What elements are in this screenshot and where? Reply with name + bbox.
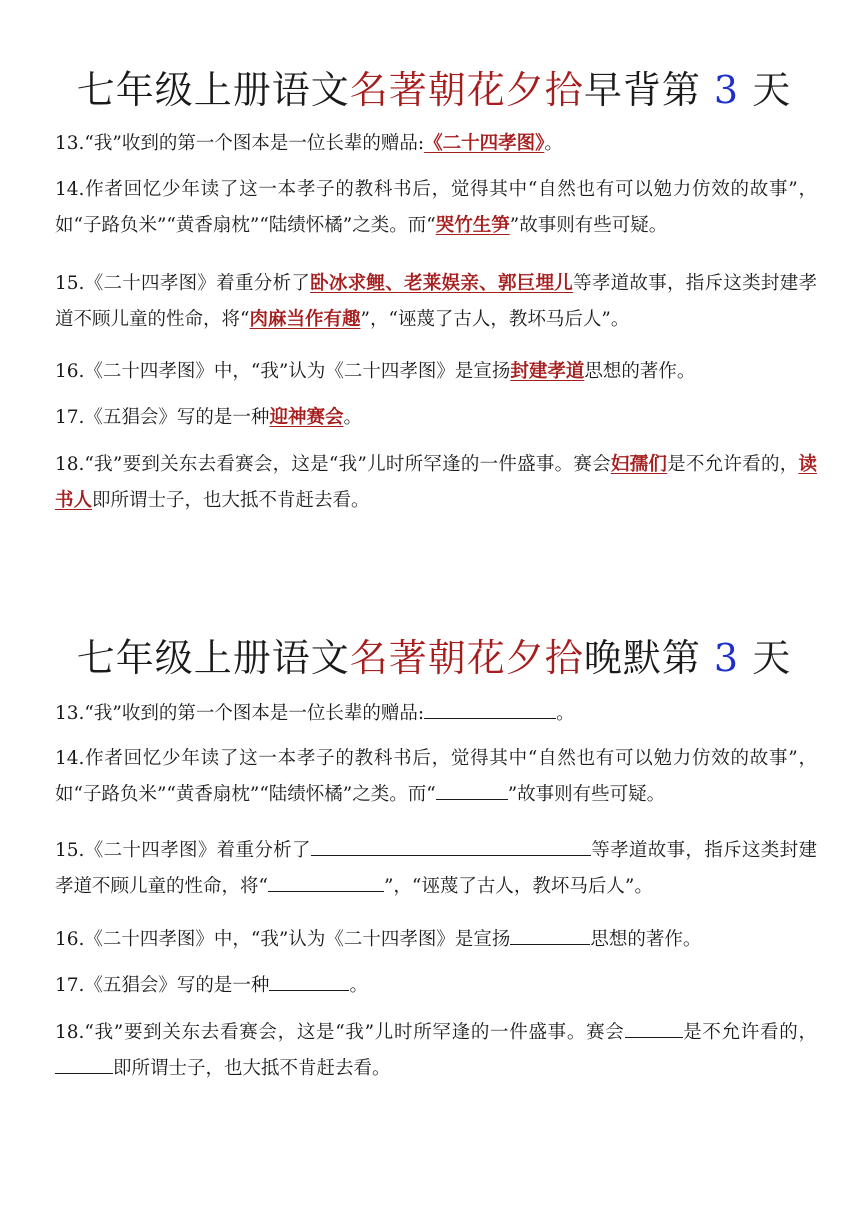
evening-question-18 (55, 1015, 817, 1087)
question-text: ”故事则有些可疑。 (507, 784, 666, 805)
answer-blank[interactable] (269, 972, 349, 991)
question-text: 是不允许看的， (682, 1022, 817, 1043)
question-text: 等孝道故事，指斥这类封建孝道不顾儿童的性命，将“ (55, 273, 817, 330)
answer-blank[interactable] (311, 837, 591, 856)
question-text: 13.“我”收到的第一个图本是一位长辈的赠品: (55, 133, 425, 154)
question-text: 18.“我”要到关东去看赛会，这是“我”儿时所罕逢的一件盛事。赛会 (55, 1022, 625, 1043)
question-text: 即所谓士子，也大抵不肯赶去看。 (92, 490, 370, 511)
answer-blank[interactable] (625, 1019, 683, 1038)
question-text: 15.《二十四孝图》着重分析了 (55, 840, 311, 861)
question-text: 14.作者回忆少年读了这一本孝子的教科书后，觉得其中“自然也有可以勉力仿效的故事”，如“子路负米”“黄香扇枕”“陆绩怀橘”之类。而“ (55, 179, 817, 236)
question-text: 13.“我”收到的第一个图本是一位长辈的赠品: (55, 703, 425, 724)
morning-title-suffix: 早背第 (583, 68, 701, 112)
answer-blank[interactable] (510, 926, 590, 945)
question-text: 17.《五猖会》写的是一种 (55, 975, 270, 996)
evening-title-suffix: 晚默第 (583, 636, 701, 680)
answer-blank[interactable] (268, 873, 384, 892)
morning-title-end: 天 (752, 68, 792, 112)
question-text: ”，“诬蔑了古人，教坏马后人”。 (383, 876, 653, 897)
question-text: 等孝道故事，指斥这类封建孝道不顾儿童的性命，将“ (55, 840, 817, 897)
question-text: 16.《二十四孝图》中，“我”认为《二十四孝图》是宣扬 (55, 361, 511, 382)
morning-section (0, 62, 868, 511)
evening-section (0, 630, 868, 1079)
answer: 卧冰求鲤、老莱娱亲、郭巨埋儿 (310, 273, 574, 294)
morning-day-number: 3 (713, 68, 740, 112)
answer-blank[interactable] (436, 781, 508, 800)
evening-title-accent: 名著朝花夕拾 (349, 636, 584, 680)
morning-title-prefix: 七年级上册语文 (76, 68, 350, 112)
answer: 妇孺们 (610, 454, 668, 475)
question-text: 。 (349, 975, 368, 996)
morning-question-17 (55, 400, 817, 436)
question-text: 14.作者回忆少年读了这一本孝子的教科书后，觉得其中“自然也有可以勉力仿效的故事”，如“子路负米”“黄香扇枕”“陆绩怀橘”之类。而“ (55, 748, 817, 805)
morning-question-14 (55, 172, 817, 244)
evening-question-16 (55, 922, 817, 958)
answer-blank[interactable] (55, 1055, 113, 1074)
morning-question-18 (55, 447, 817, 519)
morning-title-accent: 名著朝花夕拾 (349, 68, 584, 112)
evening-title (0, 630, 868, 686)
morning-question-15 (55, 266, 817, 338)
answer: 《二十四孝图》 (424, 133, 545, 154)
answer-blank[interactable] (424, 700, 556, 719)
evening-title-end: 天 (752, 636, 792, 680)
question-text: 。 (556, 703, 575, 724)
question-text: 17.《五猖会》写的是一种 (55, 407, 270, 428)
question-text: 思想的著作。 (590, 929, 702, 950)
question-text: 16.《二十四孝图》中，“我”认为《二十四孝图》是宣扬 (55, 929, 511, 950)
answer: 肉麻当作有趣 (249, 309, 361, 330)
question-text: 思想的著作。 (584, 361, 696, 382)
question-text: ”故事则有些可疑。 (509, 215, 668, 236)
question-text: 是不允许看的， (667, 454, 799, 475)
answer: 读书人 (55, 454, 817, 511)
question-text: 即所谓士子，也大抵不肯赶去看。 (113, 1058, 391, 1079)
evening-title-prefix: 七年级上册语文 (76, 636, 350, 680)
question-text: 18.“我”要到关东去看赛会，这是“我”儿时所罕逢的一件盛事。赛会 (55, 454, 611, 475)
evening-question-15 (55, 833, 817, 905)
answer: 哭竹生笋 (435, 215, 510, 236)
question-text: ”，“诬蔑了古人，教坏马后人”。 (360, 309, 630, 330)
evening-question-14 (55, 741, 817, 813)
morning-question-16 (55, 354, 817, 390)
question-text: 。 (544, 133, 563, 154)
question-text: 。 (343, 407, 362, 428)
answer: 迎神赛会 (269, 407, 344, 428)
morning-question-13 (55, 126, 817, 162)
morning-title (0, 62, 868, 118)
answer: 封建孝道 (510, 361, 585, 382)
evening-day-number: 3 (713, 636, 740, 680)
evening-question-13 (55, 696, 817, 732)
evening-question-17 (55, 968, 817, 1004)
question-text: 15.《二十四孝图》着重分析了 (55, 273, 311, 294)
